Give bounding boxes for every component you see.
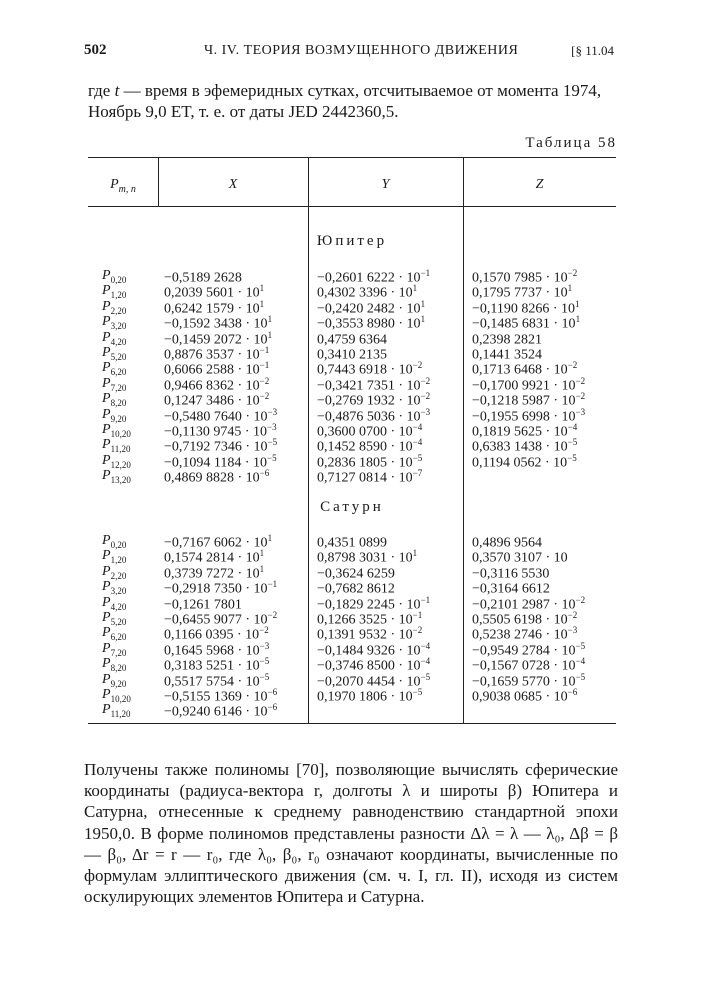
table-row [88,702,616,720]
coefficient-name: $P_{11,20}$ [102,437,131,455]
x-value: −0,2918 $7350 \cdot 10^{-1}$ [164,579,278,597]
x-value: −0,1592 $3438 \cdot 10^1$ [164,314,273,332]
y-value: 0,7443 $6918 \cdot 10^{-2}$ [317,360,423,378]
z-value: −0,1218 $5987 \cdot 10^{-2}$ [472,391,586,409]
z-value: −0,1190 $8266 \cdot 10^1$ [472,298,580,317]
table-top-rule [88,157,616,158]
coefficient-name: $P_{4,20}$ [102,594,127,612]
z-value: 0,4896 9564 [472,535,542,551]
x-value: 0,1247 $3486 \cdot 10^{-2}$ [164,391,270,409]
z-value: −0,2101 $2987 \cdot 10^{-2}$ [472,594,586,613]
table-row [88,421,616,440]
y-value: −0,1829 $2245 \cdot 10^{-1}$ [317,594,431,613]
y-value: −0,7682 8612 [317,581,395,597]
x-value: 0,8876 $3537 \cdot 10^{-1}$ [164,344,270,363]
table-row [88,671,616,690]
z-value: 0,2398 2821 [472,332,542,348]
table-row [88,609,616,628]
z-value: −0,1700 $9921 \cdot 10^{-2}$ [472,375,586,394]
coefficient-name: $P_{7,20}$ [102,375,127,393]
x-value: 0,5517 $5754 \cdot 10^{-5}$ [164,671,270,690]
z-value: 0,6383 $1438 \cdot 10^{-5}$ [472,437,578,455]
z-value: −0,9549 $2784 \cdot 10^{-5}$ [472,640,586,659]
table-row [88,640,616,659]
z-value: 0,5505 $6198 \cdot 10^{-2}$ [472,609,578,628]
saturn-rows [88,533,616,718]
y-value: 0,4759 6364 [317,332,387,348]
table-label: Таблица 58 [525,135,617,151]
table-row [88,563,616,582]
table-row [88,437,616,455]
x-value: 0,4869 $8828 \cdot 10^{-6}$ [164,468,270,486]
time-variable: t [114,81,120,100]
y-value: 0,4351 0899 [317,535,387,551]
coefficient-name: $P_{4,20}$ [102,329,127,347]
table-row [88,594,616,613]
column-header-x: X [228,177,238,192]
y-value: 0,1970 $1806 \cdot 10^{-5}$ [317,686,423,705]
coefficient-name: $P_{8,20}$ [102,656,127,673]
column-header-y: Y [381,177,390,192]
x-value: −0,5480 $7640 \cdot 10^{-3}$ [164,406,278,425]
coefficient-name: $P_{10,20}$ [102,421,131,439]
y-value: 0,3600 $0700 \cdot 10^{-4}$ [317,421,423,440]
y-value: 0,1266 $3525 \cdot 10^{-1}$ [317,609,423,628]
coefficient-name: $P_{0,20}$ [102,533,127,550]
coefficient-name: $P_{3,20}$ [102,314,127,331]
table-row [88,329,616,348]
jupiter-rows [88,268,616,486]
y-value: 0,8798 $3031 \cdot 10^1$ [317,548,418,567]
x-value: 0,1574 $2814 \cdot 10^1$ [164,548,265,567]
table-row [88,625,616,643]
z-value: −0,1955 $6998 \cdot 10^{-3}$ [472,406,586,425]
x-value: −0,9240 $6146 \cdot 10^{-6}$ [164,702,278,720]
table-row [88,468,616,486]
table-bottom-rule [88,723,616,724]
x-value: −0,1094 $1184 \cdot 10^{-5}$ [164,452,277,471]
x-value: 0,9466 $8362 \cdot 10^{-2}$ [164,375,270,394]
table-row [88,686,616,705]
y-value: −0,1484 $9326 \cdot 10^{-4}$ [317,640,431,659]
page-header [84,42,614,64]
coefficient-name: $P_{11,20}$ [102,702,131,720]
table-row [88,344,616,363]
x-value: 0,3183 $5251 \cdot 10^{-5}$ [164,656,270,674]
closing-paragraph: Получены также полиномы [70], позволяющие вычислять сферические координаты (радиуса-вектора r, долготы λ и широты β) Юпитера и Сатурна, отнесенные к среднему равноденствию стандартной эпохи 1950,0. В форме полиномов представлены разности Δλ = λ — λ₀, Δβ = β — β₀, Δr = r — r₀, где λ₀, β₀, r₀ означают координаты, вычисленные по формулам эллиптического движения (см. ч. I, гл. II), исходя из систем оскулирующих элементов Юпитера и Сатурна. [84,760,618,907]
x-value: 0,2039 $5601 \cdot 10^1$ [164,283,265,302]
coefficient-name: $P_{8,20}$ [102,391,127,408]
coefficient-name: $P_{9,20}$ [102,671,127,689]
table-row [88,579,616,597]
table-row [88,268,616,286]
section-reference: [§ 11.04 [571,43,614,58]
z-value: 0,1819 $5625 \cdot 10^{-4}$ [472,421,578,440]
x-value: −0,7192 $7346 \cdot 10^{-5}$ [164,437,278,455]
table-row [88,533,616,551]
coefficient-name: $P_{5,20}$ [102,609,127,627]
coefficient-name: $P_{6,20}$ [102,625,127,643]
z-value: 0,9038 $0685 \cdot 10^{-6}$ [472,686,578,705]
table-row [88,283,616,302]
z-value: 0,1194 $0562 \cdot 10^{-5}$ [472,452,577,471]
section-title-jupiter: Юпитер [316,233,388,249]
coefficient-name: $P_{3,20}$ [102,579,127,596]
y-value: −0,3746 $8500 \cdot 10^{-4}$ [317,656,431,674]
y-value: −0,2070 $4454 \cdot 10^{-5}$ [317,671,431,690]
table-row [88,656,616,674]
column-header-z: Z [535,177,544,192]
z-value: 0,3570 3107 · 10 [472,551,568,567]
y-value: −0,4876 $5036 \cdot 10^{-3}$ [317,406,431,425]
intro-paragraph: где t — время в эфемеридных сутках, отсчитываемое от момента 1974, Ноябрь 9,0 ET, т. е. от даты JED 2442360,5. [88,81,602,121]
x-value: −0,7167 $6062 \cdot 10^1$ [164,533,273,551]
y-value: −0,3553 $8980 \cdot 10^1$ [317,314,426,332]
coefficient-name: $P_{1,20}$ [102,283,127,301]
y-value: −0,3421 $7351 \cdot 10^{-2}$ [317,375,431,394]
z-value: 0,1441 3524 [472,347,542,363]
y-value: −0,2769 $1932 \cdot 10^{-2}$ [317,391,431,409]
x-value: 0,1166 $0395 \cdot 10^{-2}$ [164,625,269,643]
x-value: −0,5189 2628 [164,270,242,286]
coefficient-name: $P_{7,20}$ [102,640,127,658]
z-value: −0,3116 5530 [472,566,550,582]
coefficient-name: $P_{1,20}$ [102,548,127,566]
x-value: 0,6242 $1579 \cdot 10^1$ [164,298,265,317]
x-value: −0,6455 $9077 \cdot 10^{-2}$ [164,609,278,628]
y-value: −0,2420 $2482 \cdot 10^1$ [317,298,426,317]
y-value: 0,2836 $1805 \cdot 10^{-5}$ [317,452,423,471]
x-value: 0,6066 $2588 \cdot 10^{-1}$ [164,360,270,378]
x-value: 0,1645 $5968 \cdot 10^{-3}$ [164,640,270,659]
y-value: 0,1452 $8590 \cdot 10^{-4}$ [317,437,423,455]
coefficient-name: $P_{2,20}$ [102,563,127,581]
coefficient-name: $P_{0,20}$ [102,268,127,285]
column-header-p: $P_{m, n}$ [110,177,136,195]
y-value: 0,1391 $9532 \cdot 10^{-2}$ [317,625,423,643]
z-value: 0,5238 $2746 \cdot 10^{-3}$ [472,625,578,643]
table-row [88,298,616,317]
y-value: 0,3410 2135 [317,347,387,363]
table-row [88,391,616,409]
z-value: −0,1567 $0728 \cdot 10^{-4}$ [472,656,586,674]
coefficient-name: $P_{13,20}$ [102,468,131,485]
y-value: 0,4302 $3396 \cdot 10^1$ [317,283,418,302]
z-value: −0,1659 $5770 \cdot 10^{-5}$ [472,671,586,690]
page-number: 502 [84,42,107,58]
table-row [88,314,616,332]
table-header-rule [88,206,616,207]
coefficient-name: $P_{5,20}$ [102,344,127,362]
coefficients-table [88,157,616,724]
z-value: 0,1713 $6468 \cdot 10^{-2}$ [472,360,578,378]
x-value: 0,3739 $7272 \cdot 10^1$ [164,563,265,582]
y-value: −0,2601 $6222 \cdot 10^{-1}$ [317,268,431,286]
y-value: 0,7127 $0814 \cdot 10^{-7}$ [317,468,423,486]
table-row [88,548,616,567]
coefficient-name: $P_{10,20}$ [102,686,131,704]
coefficient-name: $P_{9,20}$ [102,406,127,424]
x-value: −0,1261 7801 [164,597,242,613]
table-row [88,406,616,425]
table-row [88,375,616,394]
coefficient-name: $P_{2,20}$ [102,298,127,316]
y-value: −0,3624 6259 [317,566,395,582]
coefficient-name: $P_{12,20}$ [102,452,131,470]
section-title-saturn: Сатурн [320,499,384,515]
table-row [88,360,616,378]
x-value: −0,1130 $9745 \cdot 10^{-3}$ [164,421,277,440]
z-value: 0,1795 $7737 \cdot 10^1$ [472,283,573,302]
running-title: Ч. IV. ТЕОРИЯ ВОЗМУЩЕННОГО ДВИЖЕНИЯ [204,43,519,58]
z-value: 0,1570 $7985 \cdot 10^{-2}$ [472,268,578,286]
z-value: −0,3164 6612 [472,581,550,597]
z-value: −0,1485 $6831 \cdot 10^1$ [472,314,581,332]
table-row [88,452,616,471]
x-value: −0,1459 $2072 \cdot 10^1$ [164,329,273,348]
x-value: −0,5155 $1369 \cdot 10^{-6}$ [164,686,278,705]
coefficient-name: $P_{6,20}$ [102,360,127,378]
